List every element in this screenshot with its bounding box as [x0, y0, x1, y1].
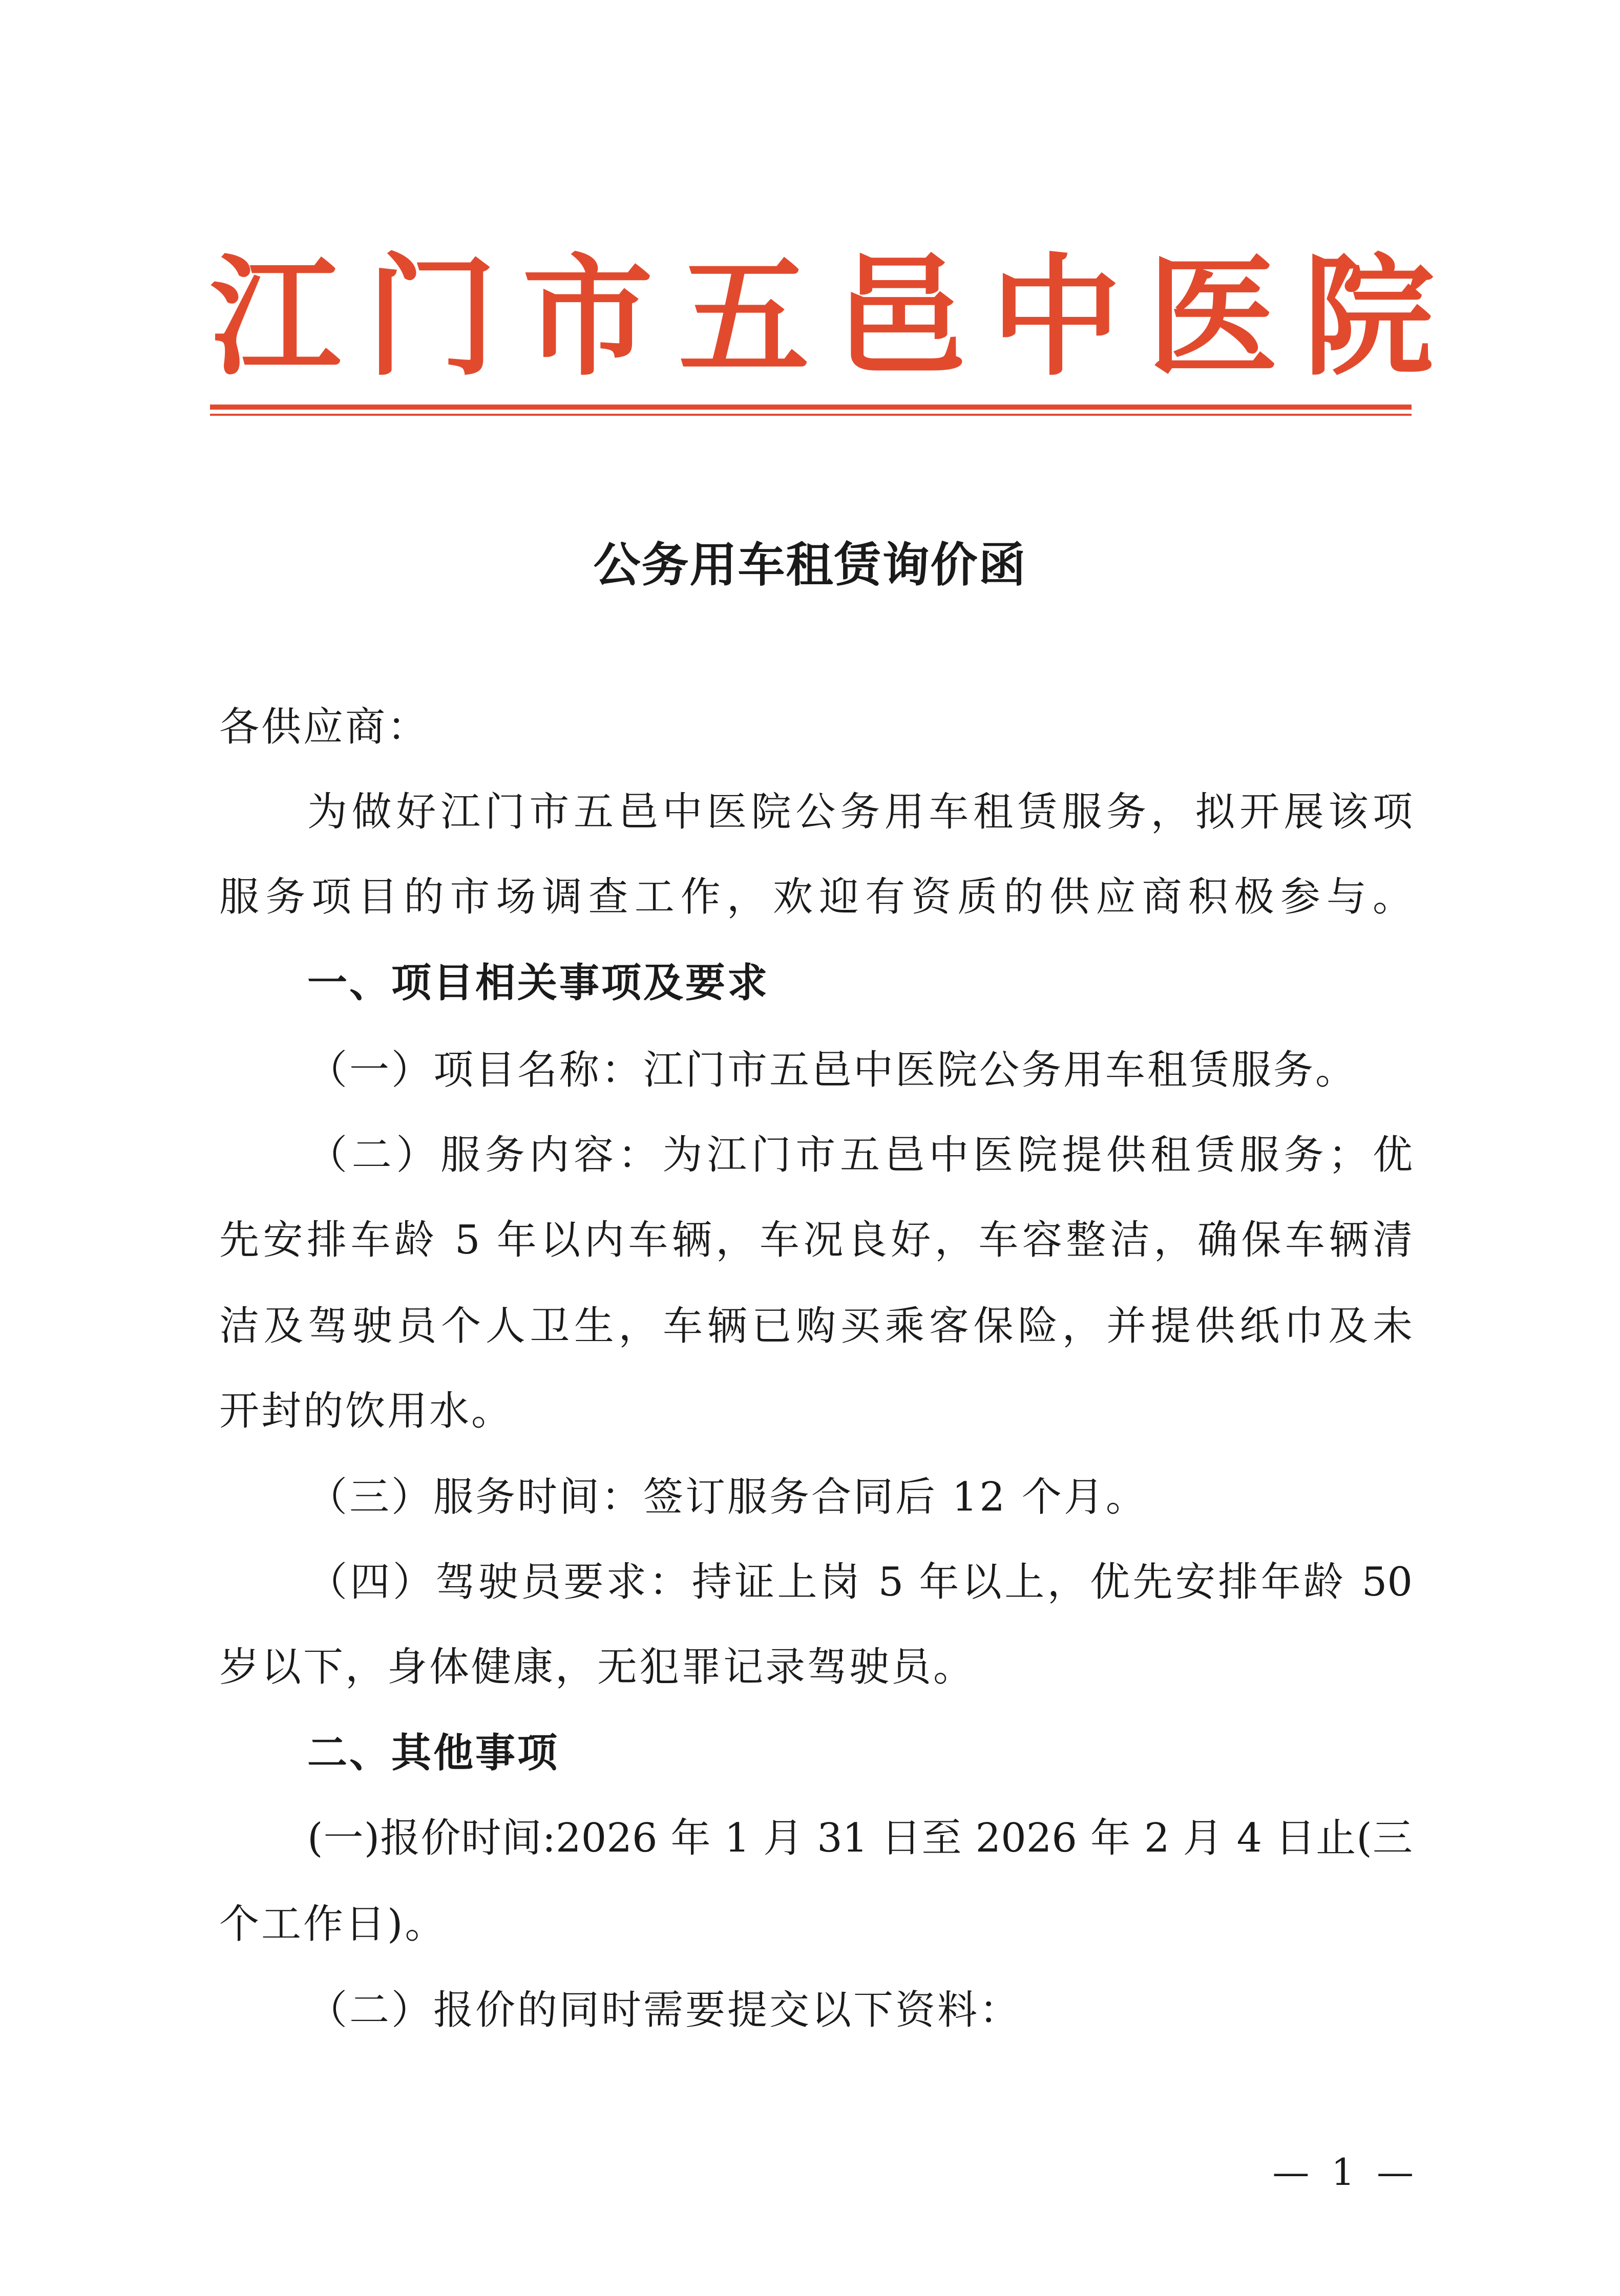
salutation: 各供应商： — [219, 704, 430, 750]
header-char: 中 — [991, 241, 1122, 394]
header-divider — [210, 405, 1412, 410]
list-item-continuation: 岁以下，身体健康，无犯罪记录驾驶员。 — [219, 1644, 976, 1690]
list-item: （四）驾驶员要求：持证上岗 5 年以上，优先安排年龄 50 — [307, 1559, 1413, 1605]
header-char: 江 — [210, 241, 341, 394]
list-item: （二）服务内容：为江门市五邑中医院提供租赁服务；优 — [307, 1132, 1413, 1178]
header-divider-thin — [210, 414, 1412, 416]
list-item: (一)报价时间:2026 年 1 月 31 日至 2026 年 2 月 4 日止(三 — [307, 1815, 1413, 1861]
header-char: 医 — [1147, 241, 1278, 394]
list-item: （一）项目名称：江门市五邑中医院公务用车租赁服务。 — [307, 1047, 1358, 1093]
intro-paragraph-line: 服务项目的市场调查工作，欢迎有资质的供应商积极参与。 — [219, 874, 1413, 920]
header-char: 院 — [1303, 241, 1434, 394]
header-char: 五 — [678, 241, 809, 394]
list-item-continuation: 先安排车龄 5 年以内车辆，车况良好，车容整洁，确保车辆清 — [219, 1217, 1413, 1263]
section-heading: 一、项目相关事项及要求 — [307, 960, 770, 1006]
section-heading: 二、其他事项 — [307, 1730, 560, 1776]
document-title: 公务用车租赁询价函 — [593, 538, 1027, 592]
list-item: （三）服务时间：签订服务合同后 12 个月。 — [307, 1474, 1148, 1520]
list-item-continuation: 洁及驾驶员个人卫生，车辆已购买乘客保险，并提供纸巾及未 — [219, 1303, 1413, 1349]
header-char: 门 — [366, 241, 497, 394]
intro-paragraph-line: 为做好江门市五邑中医院公务用车租赁服务，拟开展该项 — [307, 789, 1413, 835]
header-char: 邑 — [834, 241, 965, 394]
list-item: （二）报价的同时需要提交以下资料： — [307, 1987, 1022, 2033]
page-number: — 1 — — [1272, 2151, 1419, 2194]
list-item-continuation: 个工作日)。 — [219, 1901, 447, 1947]
institution-header — [210, 241, 1434, 394]
list-item-continuation: 开封的饮用水。 — [219, 1388, 514, 1434]
header-char: 市 — [522, 241, 653, 394]
